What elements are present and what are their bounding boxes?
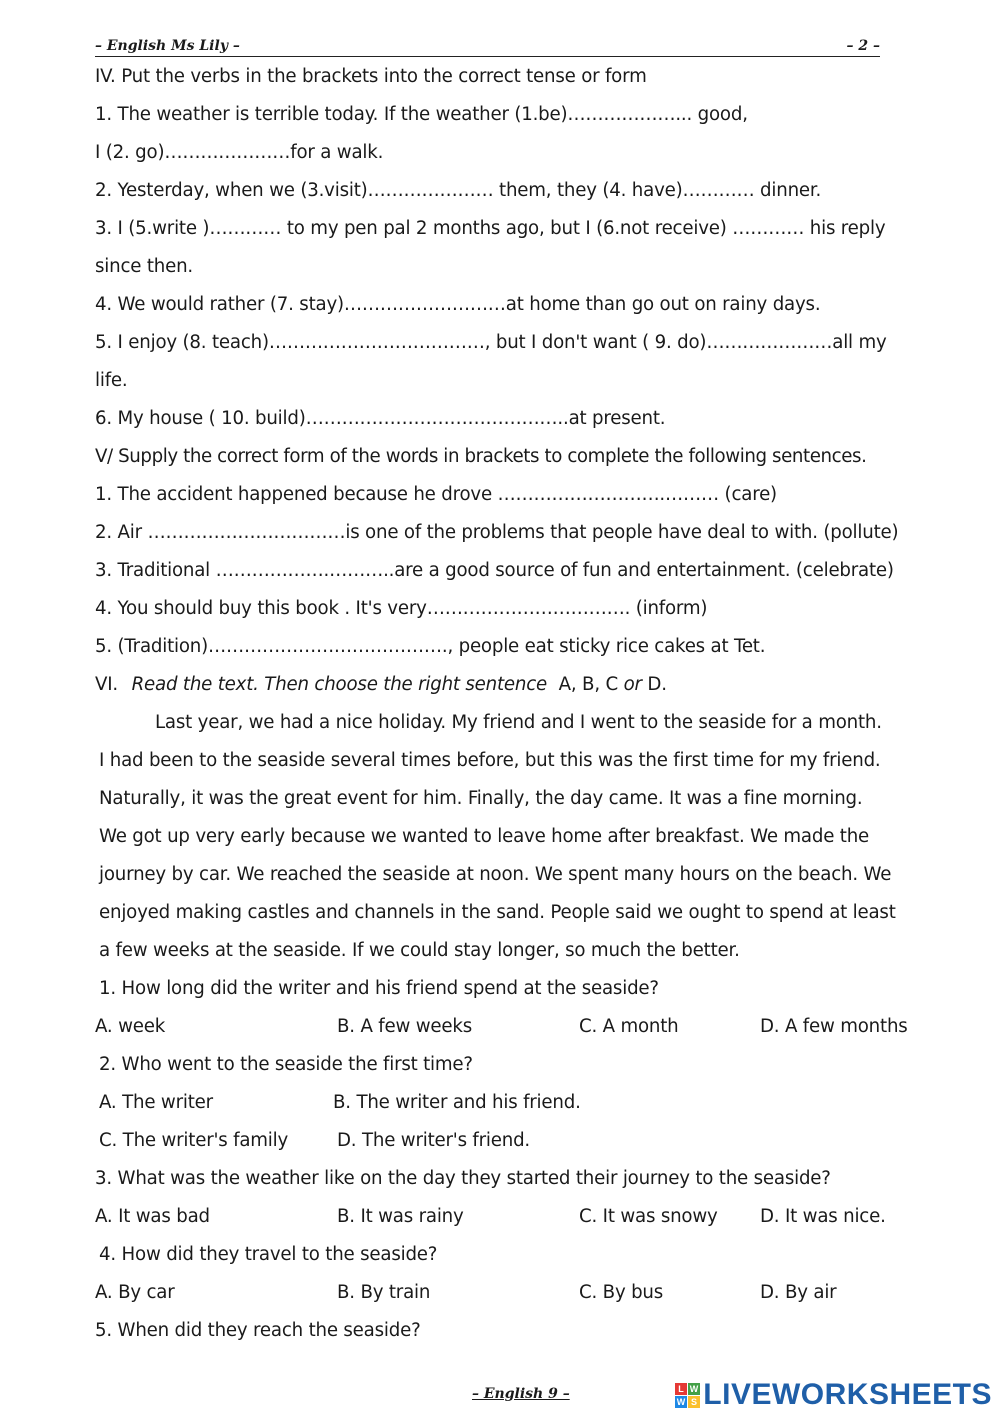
option-a[interactable]: A. By car <box>95 1282 175 1303</box>
logo-letter: W <box>689 1383 699 1394</box>
option-a[interactable]: A. The writer <box>99 1092 213 1113</box>
section-v-heading: V/ Supply the correct form of the words in brackets to complete the following sentences. <box>95 446 867 467</box>
sentence: 5. (Tradition)…………………………………., people eat sticky rice cakes at Tet. <box>95 636 766 657</box>
option-a[interactable]: A. week <box>95 1016 166 1037</box>
option-a[interactable]: A. It was bad <box>95 1206 210 1227</box>
sentence: 6. My house ( 10. build)……………………………………..at present. <box>95 408 666 429</box>
sentence: 3. Traditional ……………….………..are a good source of fun and entertainment. (celebrate) <box>95 560 894 581</box>
passage-line: journey by car. We reached the seaside at noon. We spent many hours on the beach. We <box>99 864 892 885</box>
question: 2. Who went to the seaside the first time? <box>99 1054 473 1075</box>
section-vi-heading <box>95 666 960 704</box>
answer-options <box>95 1008 960 1046</box>
worksheet-content <box>95 58 960 1350</box>
option-c[interactable]: C. It was snowy <box>579 1206 718 1227</box>
question: 4. How did they travel to the seaside? <box>99 1244 438 1265</box>
brand-name: LIVEWORKSHEETS <box>703 1378 992 1411</box>
sentence: 2. Air ……………………………is one of the problems that people have deal to with. (pollute) <box>95 522 899 543</box>
section-vi-or: or <box>623 674 642 695</box>
option-c[interactable]: C. A month <box>579 1016 679 1037</box>
option-c[interactable]: C. The writer's family <box>99 1130 289 1151</box>
answer-options <box>95 1198 960 1236</box>
reading-passage <box>95 704 960 970</box>
sentence: 4. You should buy this book . It's very……………………………. (inform) <box>95 598 708 619</box>
sentence: 4. We would rather (7. stay)………………………at home than go out on rainy days. <box>95 294 821 315</box>
logo-letter: W <box>676 1396 686 1407</box>
answer-options <box>95 1274 960 1312</box>
question: 5. When did they reach the seaside? <box>95 1320 421 1341</box>
option-b[interactable]: B. By train <box>337 1282 431 1303</box>
sentence: I (2. go)…………………for a walk. <box>95 142 384 163</box>
sentence: since then. <box>95 256 193 277</box>
option-b[interactable]: B. It was rainy <box>337 1206 464 1227</box>
answer-options <box>95 1084 960 1122</box>
sentence: 2. Yesterday, when we (3.visit)………………… them, they (4. have)………… dinner. <box>95 180 822 201</box>
logo-letter: S <box>688 1396 700 1408</box>
option-d[interactable]: D. It was nice. <box>760 1206 886 1227</box>
option-d[interactable]: D. By air <box>760 1282 837 1303</box>
liveworksheets-logo-icon <box>675 1383 700 1408</box>
sentence: life. <box>95 370 128 391</box>
section-iv-heading: IV. Put the verbs in the brackets into the correct tense or form <box>95 66 647 87</box>
passage-line: We got up very early because we wanted to leave home after breakfast. We made the <box>99 826 870 847</box>
option-d[interactable]: D. A few months <box>760 1016 908 1037</box>
answer-options <box>95 1122 960 1160</box>
option-b[interactable]: B. A few weeks <box>337 1016 472 1037</box>
page-number: – 2 – <box>846 38 880 54</box>
section-vi-number: VI. <box>95 674 118 695</box>
sentence: 5. I enjoy (8. teach)………………………………, but I don't want ( 9. do)…………………all my <box>95 332 887 353</box>
header-left: – English Ms Lily – <box>95 38 240 54</box>
section-vi-options: A, B, C <box>558 674 618 695</box>
page-footer: – English 9 – <box>472 1386 570 1402</box>
question: 1. How long did the writer and his friend spend at the seaside? <box>99 978 659 999</box>
question: 3. What was the weather like on the day they started their journey to the seaside? <box>95 1168 831 1189</box>
passage-line: I had been to the seaside several times before, but this was the first time for my friend. <box>99 750 881 771</box>
passage-line: Last year, we had a nice holiday. My friend and I went to the seaside for a month. <box>155 712 882 733</box>
option-c[interactable]: C. By bus <box>579 1282 664 1303</box>
sentence: 1. The weather is terrible today. If the weather (1.be)………………... good, <box>95 104 748 125</box>
section-vi-d: D. <box>647 674 667 695</box>
passage-line: Naturally, it was the great event for him. Finally, the day came. It was a fine morning. <box>99 788 863 809</box>
option-d[interactable]: D. The writer's friend. <box>337 1130 531 1151</box>
passage-line: a few weeks at the seaside. If we could stay longer, so much the better. <box>99 940 740 961</box>
liveworksheets-brand[interactable] <box>675 1378 992 1412</box>
logo-letter: L <box>675 1383 687 1395</box>
page-header <box>95 34 880 57</box>
passage-line: enjoyed making castles and channels in the sand. People said we ought to spend at least <box>99 902 896 923</box>
section-vi-instruction: Read the text. Then choose the right sentence <box>131 674 548 695</box>
sentence: 3. I (5.write )………… to my pen pal 2 months ago, but I (6.not receive) ………… his reply <box>95 218 886 239</box>
sentence: 1. The accident happened because he drove ……………………….……… (care) <box>95 484 777 505</box>
option-b[interactable]: B. The writer and his friend. <box>333 1092 581 1113</box>
